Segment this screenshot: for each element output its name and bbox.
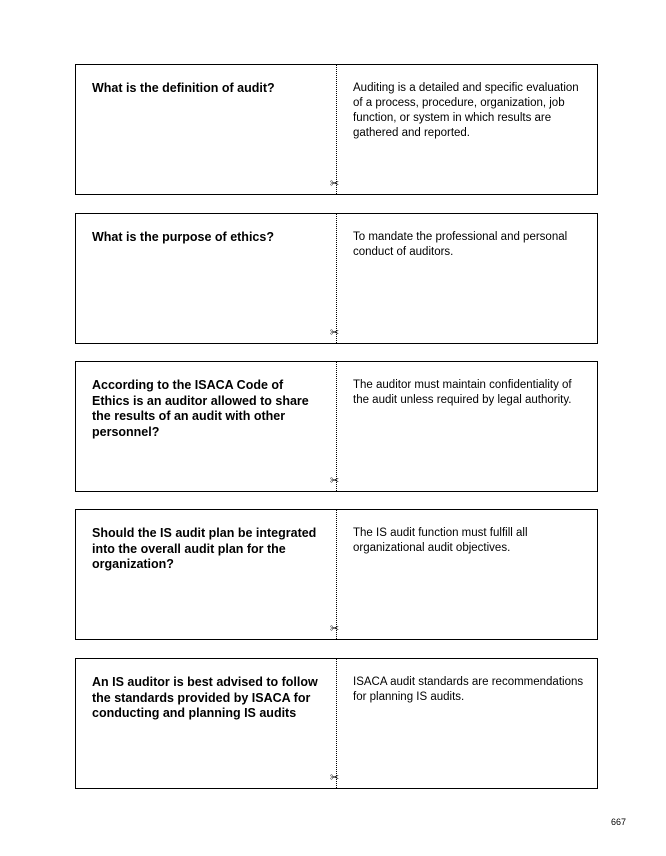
card-question: An IS auditor is best advised to follow the standards provided by ISACA for conducting and planning IS audits [92, 675, 318, 720]
flashcard [75, 361, 598, 492]
cut-line [336, 510, 337, 639]
flashcard [75, 64, 598, 195]
flashcard [75, 509, 598, 640]
scissors-icon: ✂ [330, 622, 340, 635]
card-answer: The IS audit function must fulfill all organizational audit objectives. [353, 527, 528, 554]
scissors-icon: ✂ [330, 771, 340, 784]
flashcard [75, 658, 598, 789]
card-answer: To mandate the professional and personal conduct of auditors. [353, 231, 568, 258]
card-question: According to the ISACA Code of Ethics is an auditor allowed to share the results of an audit with other personnel? [92, 378, 309, 439]
card-question: What is the purpose of ethics? [92, 230, 274, 244]
scissors-icon: ✂ [330, 474, 340, 487]
cut-line [336, 65, 337, 194]
card-answer: Auditing is a detailed and specific evaluation of a process, procedure, organization, job function, or system in which results are gathered and reported. [353, 82, 579, 139]
flashcard [75, 213, 598, 344]
cut-line [336, 214, 337, 343]
scissors-icon: ✂ [330, 177, 340, 190]
card-answer: The auditor must maintain confidentiality of the audit unless required by legal authority. [353, 379, 572, 406]
page-number: 667 [610, 817, 626, 827]
scissors-icon: ✂ [330, 326, 340, 339]
card-question: Should the IS audit plan be integrated into the overall audit plan for the organization? [92, 526, 317, 571]
cut-line [336, 659, 337, 788]
card-answer: ISACA audit standards are recommendations for planning IS audits. [353, 676, 584, 703]
card-question: What is the definition of audit? [92, 81, 275, 95]
cut-line [336, 362, 337, 491]
